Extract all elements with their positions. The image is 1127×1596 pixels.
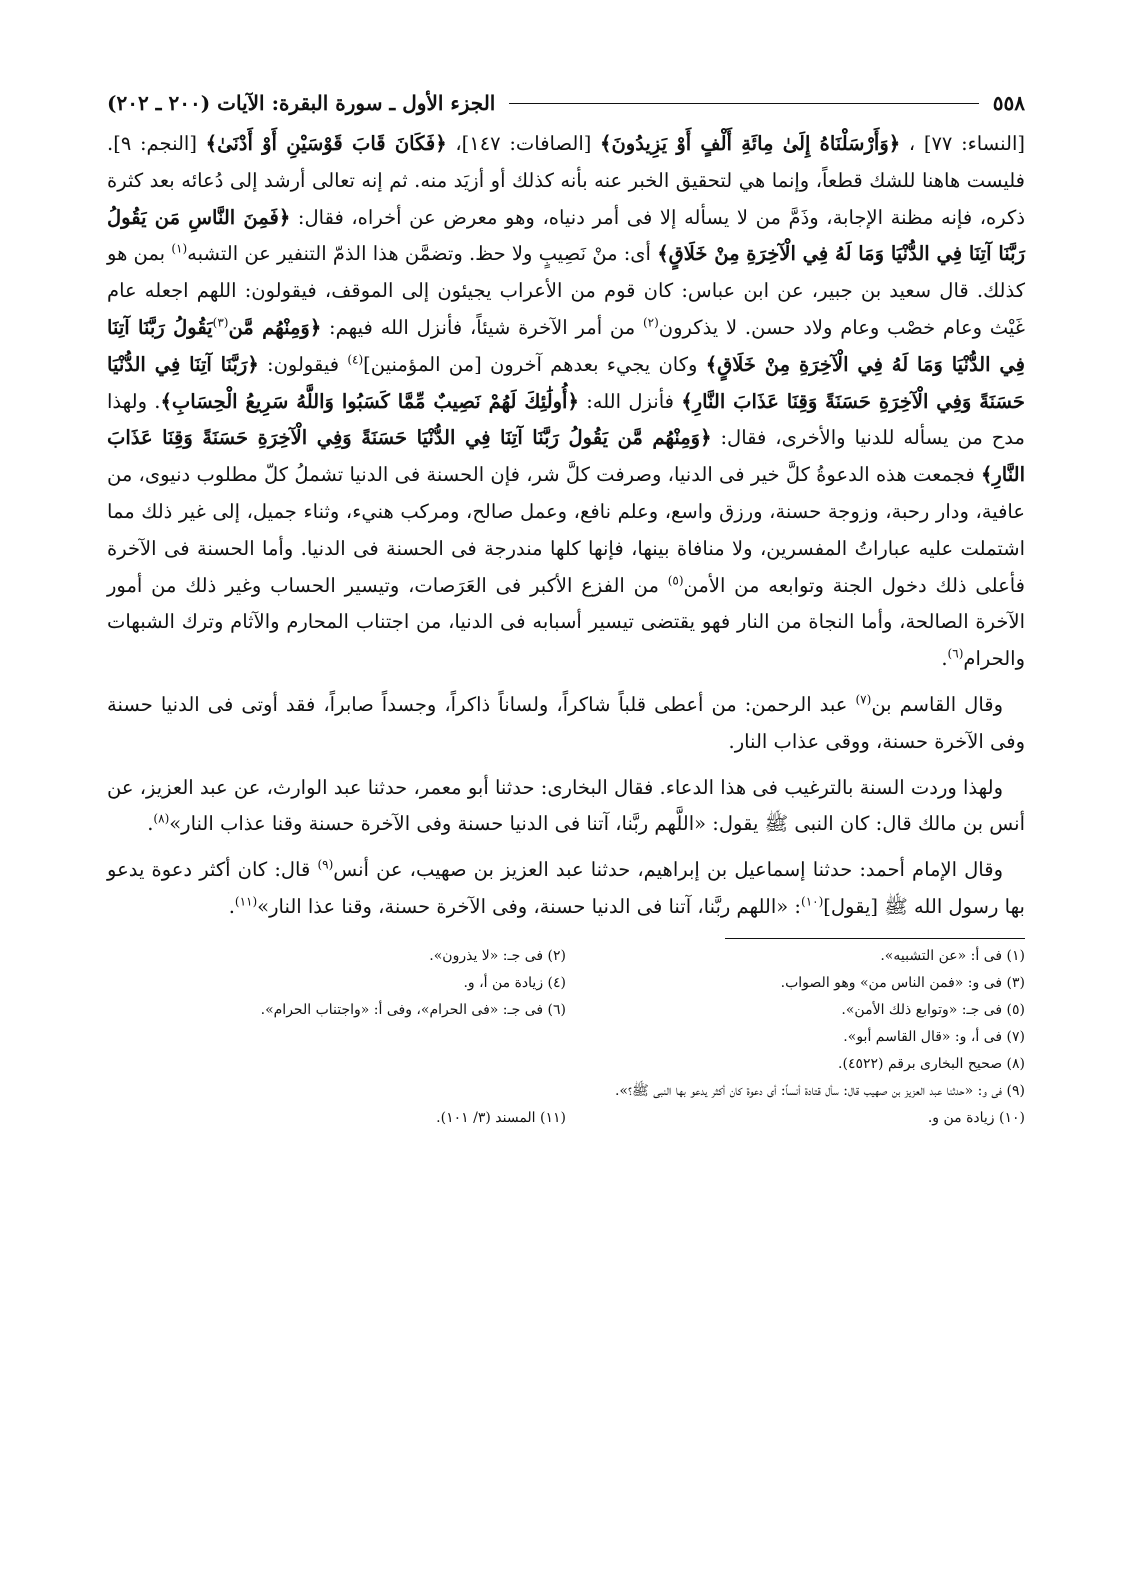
text-run: عبد الرحمن: من أعطى قلباً شاكراً، ولساناً ذاكراً، وجسداً صابراً، فقد أوتى فى الدنيا حسنة وفى الآخرة حسنة، ووقى عذاب النار. [107, 692, 1025, 753]
footnote-8: (٨) صحيح البخارى برقم (٤٥٢٢). [838, 1055, 1025, 1072]
text-run: . [941, 647, 948, 671]
main-text [107, 126, 1025, 926]
footnote-1: (١) فى أ: «عن التشبيه». [880, 947, 1025, 964]
text-run: قال: كان أكثر دعوة يدعو بها رسول الله ﷺ [يقول] [107, 858, 1025, 918]
text-run: فأنزل الله: [578, 389, 682, 413]
paragraph [107, 687, 1025, 761]
quran-verse: ﴿أُولَٰئِكَ لَهُمْ نَصِيبٌ مِّمَّا كَسَبُوا وَاللَّهُ سَرِيعُ الْحِسَابِ﴾ [160, 389, 579, 413]
footnote-ref: (٢) [642, 315, 659, 330]
footnote-row [107, 997, 1025, 1024]
quran-verse: ﴿فَكَانَ قَابَ قَوْسَيْنِ أَوْ أَدْنَىٰ﴾ [205, 132, 447, 155]
footnote-11: (١١) المسند (٣/ ١٠١). [436, 1109, 566, 1126]
footnote-row [107, 1105, 1025, 1132]
footnote-9: (٩) فى و: «حدثنا عبد العزيز بن صهيب قال: سأل قتادة أنساً: أى دعوة كان أكثر يدعو بها النبى ﷺ؟». [614, 1082, 1025, 1099]
footnote-3: (٣) فى و: «فمن الناس من» وهو الصواب. [780, 974, 1025, 991]
text-run: فجمعت هذه الدعوةُ كلَّ خير فى الدنيا، وصرفت كلَّ شر، فإن الحسنة فى الدنيا تشملُ كلّ مطلوب دنيوى، من عافية، ودار رحبة، وزوجة حسنة، ورزق واسع، وعلم نافع، وعمل صالح، ومركب هنيء، وثناء جميل، إلى غير ذلك مما اشتملت عليه عباراتُ المفسرين، ولا منافاة بينها، فإنها كلها مندرجة فى الحسنة فى الدنيا. وأما الحسنة فى الآخرة فأعلى ذلك دخول الجنة وتوابعه من الأمن [107, 463, 1025, 597]
text-run: . ولهذا مدح من يسأله للدنيا والأخرى، فقال: [107, 389, 1025, 450]
text-run: [الصافات: ١٤٧]، [446, 132, 601, 155]
footnote-ref: (١) [171, 241, 188, 256]
text-run: من أمر الآخرة شيئاً، فأنزل الله فيهم: [321, 315, 643, 339]
page-number: ٥٥٨ [992, 91, 1025, 115]
footnote-ref: (١٠) [801, 894, 824, 909]
text-run: [النجم: ٩]. فليست هاهنا للشك قطعاً، وإنما هي لتحقيق الخبر عنه بأنه كذلك أو أزيَد منه. ثم إنه تعالى أرشد إلى دُعائه بعد كثرة ذكره، فإنه مظنة الإجابة، وذَمَّ من لا يسأله إلا فى أمر دنياه، وهو معرض عن أخراه، فقال: [107, 132, 1025, 229]
text-run: وقال الإمام أحمد: حدثنا إسماعيل بن إبراهيم، حدثنا عبد العزيز بن صهيب، عن أنس [333, 858, 1003, 882]
quran-verse: ﴿رَبَّنَا آتِنَا فِي الدُّنْيَا حَسَنَةً وَفِي الْآخِرَةِ حَسَنَةً وَقِنَا عَذَابَ النَّارِ﴾ [107, 352, 1025, 413]
running-header [107, 88, 1025, 118]
footnote-row [107, 1051, 1025, 1078]
footnote-rule [725, 938, 1025, 939]
footnote-ref: (٩) [317, 857, 334, 872]
paragraph [107, 770, 1025, 844]
footnote-4: (٤) زيادة من أ، و. [463, 974, 566, 991]
text-run: . [228, 894, 235, 918]
footnote-2: (٢) فى جـ: «لا يذرون». [429, 947, 566, 964]
quran-verse: يَقُولُ رَبَّنَا آتِنَا فِي الدُّنْيَا وَمَا لَهُ فِي الْآخِرَةِ مِنْ خَلَاقٍ﴾ [107, 315, 1025, 376]
footnote-row [107, 1024, 1025, 1051]
footnote-ref: (٧) [855, 692, 872, 707]
quran-verse: ﴿فَمِنَ النَّاسِ مَن يَقُولُ رَبَّنَا آتِنَا فِي الدُّنْيَا وَمَا لَهُ فِي الْآخِرَةِ مِنْ خَلَاقٍ﴾ [107, 205, 1025, 266]
quran-verse: ﴿وَمِنْهُم مَّن [228, 315, 322, 339]
footnote-ref: (٦) [947, 646, 964, 661]
footnote-7: (٧) فى أ، و: «قال القاسم أبو». [843, 1028, 1025, 1045]
header-rule [509, 103, 978, 104]
footnote-ref: (٤) [347, 352, 364, 367]
quran-verse: ﴿وَأَرْسَلْنَاهُ إِلَىٰ مِائَةِ أَلْفٍ أَوْ يَزِيدُونَ﴾ [600, 132, 901, 155]
footnote-row [107, 970, 1025, 997]
text-run: [النساء: ٧٧] ، [900, 132, 1025, 155]
footnote-row [107, 943, 1025, 970]
text-run: . [147, 812, 154, 836]
text-run: من الفزع الأكبر فى العَرَصات، وتيسير الحساب وغير ذلك من أمور الآخرة الصالحة، وأما النجاة من النار فهو يقتضى تيسير أسبابه فى الدنيا، من اجتناب المحارم والآثام وترك الشبهات والحرام [107, 573, 1025, 671]
footnote-6: (٦) فى جـ: «فى الحرام»، وفى أ: «واجتناب الحرام». [260, 1001, 566, 1018]
footnote-10: (١٠) زيادة من و. [927, 1109, 1025, 1126]
header-title: الجزء الأول ـ سورة البقرة: الآيات (٢٠٠ ـ ٢٠٢) [107, 91, 496, 115]
text-run: وقال القاسم بن [871, 692, 1003, 716]
footnote-ref: (٣) [212, 315, 229, 330]
text-run: وكان يجيء بعدهم آخرون [من المؤمنين] [363, 352, 706, 376]
footnote-ref: (١١) [234, 894, 258, 909]
paragraph [107, 126, 1025, 678]
text-run: ولهذا وردت السنة بالترغيب فى هذا الدعاء. فقال البخارى: حدثنا أبو معمر، حدثنا عبد الوارث، عن عبد العزيز، عن أنس بن مالك قال: كان النبى ﷺ يقول: «اللَّهم ربَّنا، آتنا فى الدنيا حسنة وفى الآخرة حسنة وقنا عذاب النار» [107, 775, 1025, 836]
text-run: بمن هو كذلك. قال سعيد بن جبير، عن ابن عباس: كان قوم من الأعراب يجيئون إلى الموقف، فيقولون: اللهم اجعله عام غَيْث وعام خصْب وعام ولاد حسن. لا يذكرون [107, 242, 1026, 339]
footnote-row [107, 1078, 1025, 1105]
text-run: : «اللهم ربَّنا، آتنا فى الدنيا حسنة، وفى الآخرة حسنة، وقنا عذا النار» [257, 894, 801, 918]
footnotes [107, 938, 1025, 1132]
paragraph [107, 852, 1025, 926]
footnote-ref: (٥) [667, 573, 684, 588]
text-run: فيقولون: [258, 352, 348, 376]
footnote-ref: (٨) [153, 811, 170, 826]
quran-verse: ﴿وَمِنْهُم مَّن يَقُولُ رَبَّنَا آتِنَا فِي الدُّنْيَا حَسَنَةً وَفِي الْآخِرَةِ حَسَنَةً وَقِنَا عَذَابَ النَّارِ﴾ [107, 426, 1025, 487]
text-run: أى: منْ نَصِيبٍ ولا حظ. وتضمَّن هذا الذمّ التنفير عن التشبه [187, 242, 658, 266]
footnote-5: (٥) فى جـ: «وتوابع ذلك الأمن». [841, 1001, 1025, 1018]
book-page [107, 88, 1025, 1132]
